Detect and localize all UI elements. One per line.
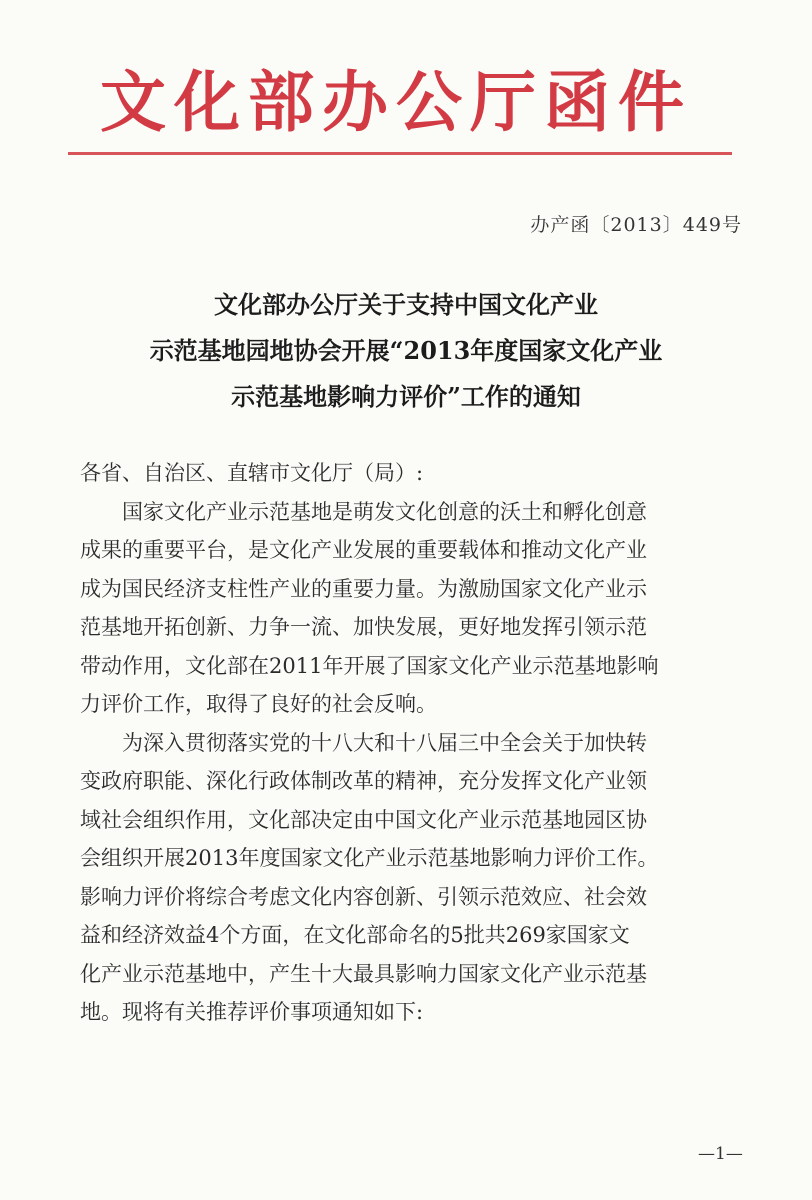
title-line: 示范基地影响力评价”工作的通知 bbox=[231, 382, 581, 411]
paragraph-line: 化产业示范基地中，产生十大最具影响力国家文化产业示范基 bbox=[80, 961, 647, 986]
title-line: 文化部办公厅关于支持中国文化产业 bbox=[214, 290, 598, 319]
paragraph-line: 会组织开展2013年度国家文化产业示范基地影响力评价工作。 bbox=[80, 846, 659, 870]
paragraph-line: 变政府职能、深化行政体制改革的精神，充分发挥文化产业领 bbox=[80, 769, 647, 793]
paragraph-line: 带动作用，文化部在2011年开展了国家文化产业示范基地影响 bbox=[80, 653, 659, 678]
paragraph-line: 影响力评价将综合考虑文化内容创新、引领示范效应、社会效 bbox=[80, 884, 647, 909]
paragraph-line: 益和经济效益4个方面，在文化部命名的5批共269家国家文 bbox=[80, 923, 630, 947]
page-number: —1— bbox=[698, 1144, 743, 1164]
salutation: 各省、自治区、直辖市文化厅（局）: bbox=[80, 461, 424, 485]
paragraph-line: 成为国民经济支柱性产业的重要力量。为激励国家文化产业示 bbox=[80, 576, 647, 601]
paragraph-2 bbox=[80, 724, 752, 1032]
paragraph-line: 力评价工作，取得了良好的社会反响。 bbox=[80, 692, 437, 716]
red-divider-line bbox=[68, 152, 732, 155]
masthead-title: 文化部办公厅函件 bbox=[100, 63, 692, 141]
notice-title bbox=[60, 282, 752, 420]
paragraph-line: 域社会组织作用，文化部决定由中国文化产业示范基地园区协 bbox=[80, 807, 647, 832]
paragraph-line: 国家文化产业示范基地是萌发文化创意的沃土和孵化创意 bbox=[122, 499, 647, 524]
paragraph-line: 范基地开拓创新、力争一流、加快发展，更好地发挥引领示范 bbox=[80, 615, 647, 639]
title-line: 示范基地园地协会开展“2013年度国家文化产业 bbox=[149, 336, 663, 365]
notice-body bbox=[80, 454, 752, 1032]
paragraph-line: 成果的重要平台，是文化产业发展的重要载体和推动文化产业 bbox=[80, 538, 647, 562]
paragraph-line: 为深入贯彻落实党的十八大和十八届三中全会关于加快转 bbox=[122, 730, 647, 755]
paragraph-line: 地。现将有关推荐评价事项通知如下: bbox=[80, 1000, 424, 1024]
paragraph-1 bbox=[80, 493, 752, 724]
document-number: 办产函〔2013〕449号 bbox=[530, 214, 742, 236]
